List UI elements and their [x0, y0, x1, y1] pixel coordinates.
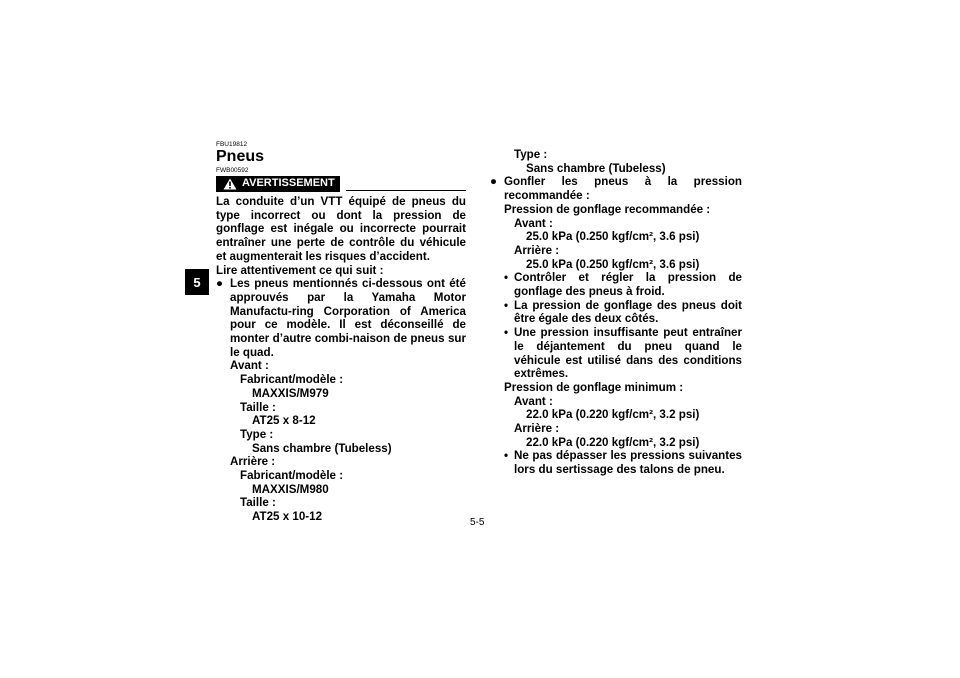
front-type-label: Type : — [240, 427, 274, 441]
right-column — [490, 148, 742, 477]
bullet-icon: • — [504, 271, 509, 285]
bullet-text: Ne pas dépasser les pressions suivantes lors du sertissage des talons de pneu. — [514, 449, 742, 477]
rec-rear-value: 25.0 kPa (0.250 kgf/cm², 3.6 psi) — [526, 257, 700, 271]
recommended-label: Pression de gonflage recommandée : — [504, 202, 711, 216]
warning-code: FWB00592 — [216, 167, 249, 174]
read-carefully: Lire attentivement ce qui suit : — [216, 263, 384, 277]
bullet-dot-icon: ● — [216, 277, 224, 291]
bullet-dot-icon: ● — [490, 175, 498, 189]
warning-badge — [216, 176, 340, 192]
rear-maker-value: MAXXIS/M980 — [252, 482, 329, 496]
front-label: Avant : — [230, 359, 269, 373]
front-maker-label: Fabricant/modèle : — [240, 373, 344, 387]
rear-label: Arrière : — [230, 455, 276, 469]
list-item — [504, 271, 742, 298]
bullet-text: La pression de gonflage des pneus doit être égale des deux côtés. — [514, 298, 742, 326]
bullet-icon: • — [504, 298, 509, 312]
warning-triangle-icon — [223, 178, 237, 190]
list-item — [504, 299, 742, 326]
rear-maker-label: Fabricant/modèle : — [240, 469, 344, 483]
warning-label: AVERTISSEMENT — [242, 177, 335, 190]
bullet-icon: • — [504, 449, 509, 463]
rear-type-value: Sans chambre (Tubeless) — [526, 161, 666, 175]
section-title: Pneus — [216, 148, 265, 165]
list-item — [490, 175, 742, 202]
chapter-tab: 5 — [185, 269, 209, 295]
bullet-text: Contrôler et régler la pression de gonflage des pneus à froid. — [514, 271, 742, 299]
rear-type-label: Type : — [514, 148, 548, 161]
left-column — [216, 141, 466, 524]
bullet-text: Les pneus mentionnés ci-dessous ont été approuvés par la Yamaha Motor Manufactu-ring Corporation of America pour ce modèle. Il est déconseillé de monter d’autre combi-naison de pneus sur le quad. — [230, 277, 466, 359]
bullet-icon: • — [504, 326, 509, 340]
rear-size-label: Taille : — [240, 496, 276, 510]
rec-front-value: 25.0 kPa (0.250 kgf/cm², 3.6 psi) — [526, 230, 700, 244]
section-code: FBU19812 — [216, 141, 248, 148]
bullet-text: Gonfler les pneus à la pression recommandée : — [504, 175, 742, 203]
rear-size-value: AT25 x 10-12 — [252, 510, 323, 524]
warning-rule — [346, 190, 466, 191]
list-item — [504, 326, 742, 381]
rec-front-label: Avant : — [514, 216, 553, 230]
list-item — [504, 449, 742, 476]
front-size-value: AT25 x 8-12 — [252, 414, 316, 428]
rec-rear-label: Arrière : — [514, 243, 560, 257]
front-size-label: Taille : — [240, 400, 276, 414]
min-rear-label: Arrière : — [514, 422, 560, 436]
warning-header — [216, 176, 466, 192]
page-number: 5-5 — [470, 517, 485, 528]
bullet-text: Une pression insuffisante peut entraîner le déjantement du pneu quand le véhicule est utilisé dans des conditions extrêmes. — [514, 326, 742, 381]
min-front-label: Avant : — [514, 394, 553, 408]
warning-text: La conduite d’un VTT équipé de pneus du type incorrect ou dont la pression de gonflage est inégale ou incorrecte pourrait entraîner une perte de contrôle du véhicule et augmenterait les risques d’accident. — [216, 195, 466, 263]
min-front-value: 22.0 kPa (0.220 kgf/cm², 3.2 psi) — [526, 408, 700, 422]
front-maker-value: MAXXIS/M979 — [252, 386, 329, 400]
min-rear-value: 22.0 kPa (0.220 kgf/cm², 3.2 psi) — [526, 435, 700, 449]
minimum-label: Pression de gonflage minimum : — [504, 380, 684, 394]
front-type-value: Sans chambre (Tubeless) — [252, 441, 392, 455]
list-item — [216, 277, 466, 359]
